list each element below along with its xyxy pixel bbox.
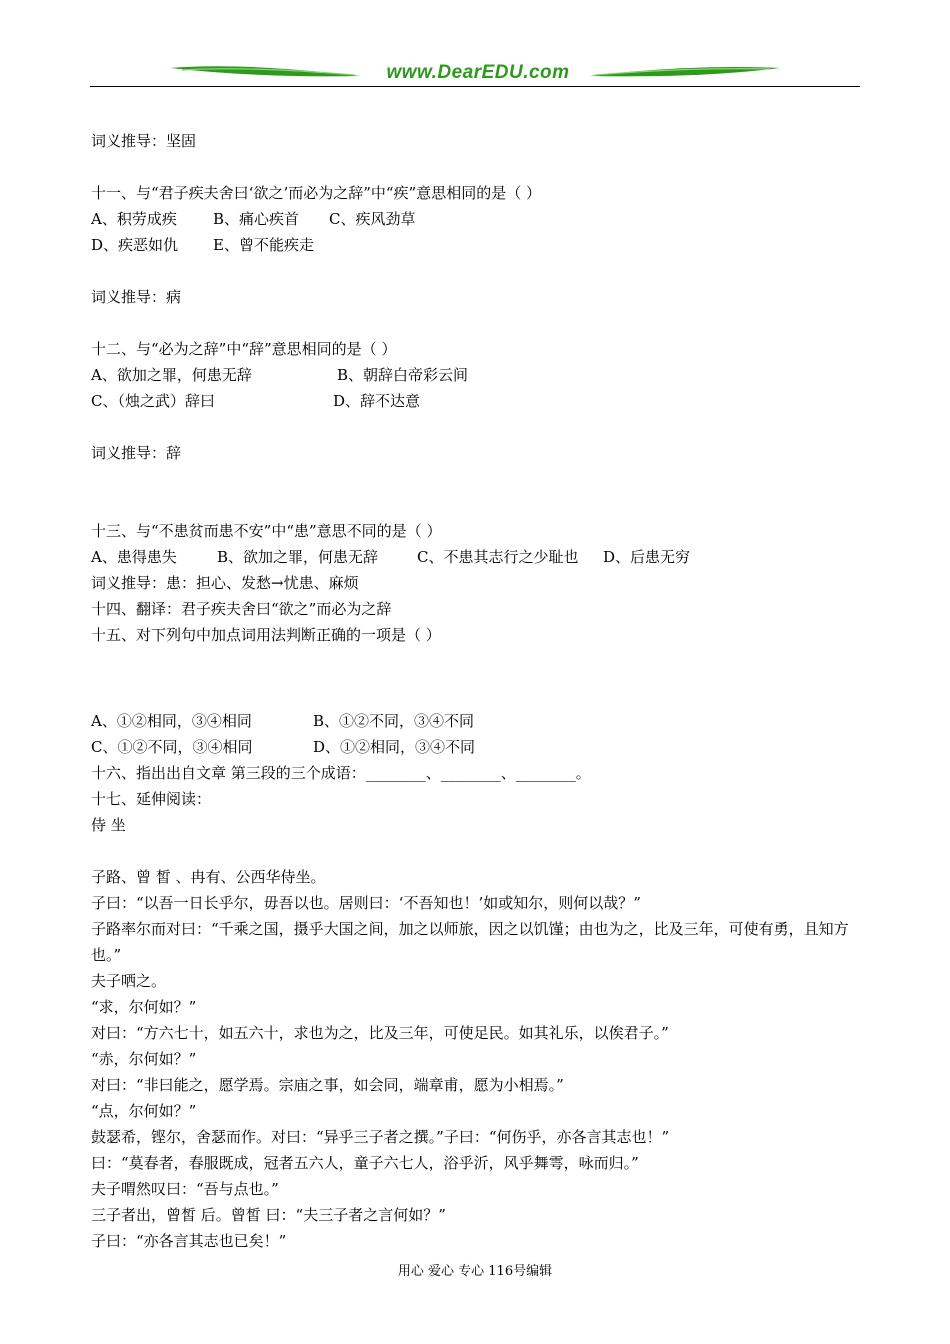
passage-line: 夫子哂之。	[91, 972, 167, 990]
option-e: E、曾不能疾走	[213, 236, 314, 254]
option-d: D、疾恶如仇	[91, 236, 179, 254]
text-line: 词义推导：患：担心、发愁→忧患、麻烦	[91, 574, 359, 592]
option-c: C、①②不同，③④相同	[91, 738, 253, 756]
question-12-options	[91, 362, 866, 388]
passage-title: 侍 坐	[91, 816, 126, 834]
passage-line: 对曰：“方六七十，如五六十，求也为之，比及三年，可使足民。如其礼乐，以俟君子。”	[91, 1024, 669, 1042]
header-divider	[90, 86, 860, 87]
option-d: D、①②相同，③④不同	[313, 738, 476, 756]
question-17: 十七、延伸阅读：	[91, 790, 212, 808]
question-15: 十五、对下列句中加点词用法判断正确的一项是（ ）	[91, 626, 441, 644]
question-11-options-2	[91, 232, 866, 258]
option-a: A、患得患失	[91, 548, 177, 566]
question-15-options	[91, 708, 866, 734]
question-12: 十二、与“必为之辞”中“辞”意思相同的是（ ）	[91, 340, 397, 358]
document-body	[91, 128, 866, 1254]
passage-line: 曰：“莫春者，春服既成，冠者五六人，童子六七人，浴乎沂，风乎舞雩，咏而归。”	[91, 1154, 639, 1172]
option-c: C、疾风劲草	[329, 210, 416, 228]
page-footer: 用心 爱心 专心 116号编辑	[397, 1264, 553, 1279]
option-b: B、①②不同，③④不同	[313, 712, 475, 730]
text-line: 词义推导：辞	[91, 444, 182, 462]
option-c: C、（烛之武）辞曰	[91, 392, 215, 410]
text-line: 词义推导：病	[91, 288, 182, 306]
question-16: 十六、指出出自文章 第三段的三个成语：________、________、________。	[91, 764, 591, 782]
page-header	[90, 58, 860, 90]
passage-line: 子路率尔而对曰：“千乘之国，摄乎大国之间，加之以师旅，因之以饥馑；由也为之，比及三年，可使有勇，且知方也。”	[91, 920, 849, 964]
passage-line: 鼓瑟希，铿尔，舍瑟而作。对曰：“异乎三子者之撰。”子曰：“何伤乎，亦各言其志也！”	[91, 1128, 670, 1146]
passage-line: “点，尔何如？”	[91, 1102, 197, 1120]
passage-line: 对曰：“非曰能之，愿学焉。宗庙之事，如会同，端章甫，愿为小相焉。”	[91, 1076, 564, 1094]
option-d: D、后患无穷	[603, 548, 691, 566]
option-b: B、痛心疾首	[213, 210, 300, 228]
question-13: 十三、与“不患贫而患不安”中“患”意思不同的是（ ）	[91, 522, 442, 540]
question-12-options-2	[91, 388, 866, 414]
passage-line: 三子者出，曾皙 后。曾皙 曰：“夫三子者之言何如？”	[91, 1206, 446, 1224]
passage-line: 子路、曾 皙 、冉有、公西华侍坐。	[91, 868, 326, 886]
question-13-options	[91, 544, 866, 570]
option-a: A、积劳成疾	[91, 210, 177, 228]
text-line: 词义推导：坚固	[91, 132, 197, 150]
option-a: A、①②相同，③④相同	[91, 712, 252, 730]
option-c: C、不患其志行之少耻也	[417, 548, 579, 566]
passage-line: 子曰：“亦各言其志也已矣！”	[91, 1232, 287, 1250]
option-b: B、朝辞白帝彩云间	[337, 366, 469, 384]
passage-line: “赤，尔何如？”	[91, 1050, 197, 1068]
option-b: B、欲加之罪，何患无辞	[217, 548, 379, 566]
question-11-options	[91, 206, 866, 232]
passage-line: 子曰：“以吾一日长乎尔，毋吾以也。居则曰：‘不吾知也！’如或知尔，则何以哉？”	[91, 894, 641, 912]
option-d: D、辞不达意	[333, 392, 421, 410]
passage-line: 夫子喟然叹曰：“吾与点也。”	[91, 1180, 279, 1198]
option-a: A、欲加之罪，何患无辞	[91, 366, 252, 384]
question-11: 十一、与“君子疾夫舍曰‘欲之’而必为之辞”中“疾”意思相同的是（ ）	[91, 184, 541, 202]
site-logo[interactable]: www.DearEDU.com	[386, 62, 570, 83]
passage-line: “求，尔何如？”	[91, 998, 197, 1016]
question-14: 十四、翻译：君子疾夫舍曰“欲之”而必为之辞	[91, 600, 392, 618]
question-15-options-2	[91, 734, 866, 760]
